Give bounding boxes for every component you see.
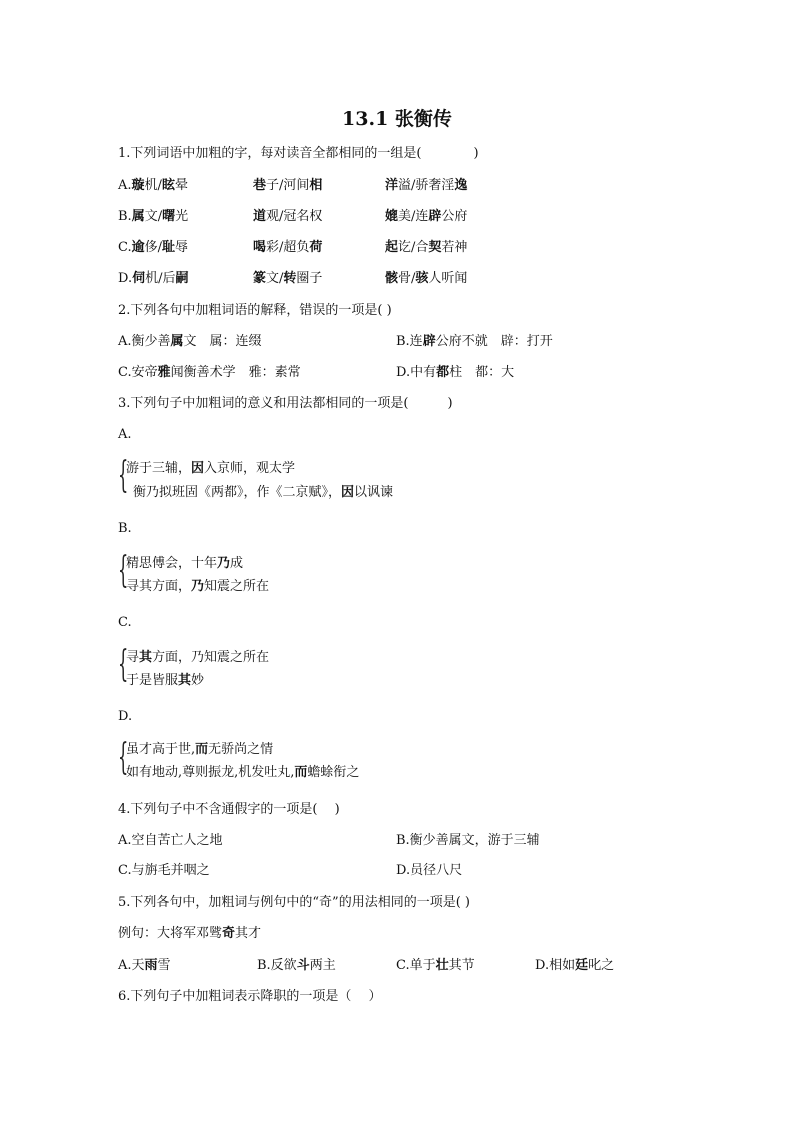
question-5-option-c: C.单于壮其节 xyxy=(396,958,475,973)
question-2-option-b: B.连辟公府不就 辟：打开 xyxy=(396,334,553,349)
option-c-line-2: 于是皆服其妙 xyxy=(126,673,205,688)
question-5-option-d: D.相如廷叱之 xyxy=(535,958,615,973)
question-3-stem: 3.下列句子中加粗词的意义和用法都相同的一项是( ) xyxy=(118,396,453,411)
question-1-stem: 1.下列词语中加粗的字，每对读音全都相同的一组是( ) xyxy=(118,146,479,161)
question-1-option-a-pair-2: 巷子/河间相 xyxy=(253,178,323,193)
option-a-line-1: 游于三辅，因入京师，观太学 xyxy=(126,461,296,476)
question-4-option-a: A.空自苦亡人之地 xyxy=(118,833,223,848)
question-2-option-d: D.中有都柱 都：大 xyxy=(396,365,515,380)
option-d-line-2: 如有地动,尊则振龙,机发吐丸,而蟾蜍衔之 xyxy=(126,765,360,780)
question-6-stem: 6.下列句子中加粗词表示降职的一项是（ ） xyxy=(118,989,382,1004)
question-1-option-b-pair-2: 道观/冠名权 xyxy=(253,209,323,224)
question-1-option-b-pair-3: 媲美/连辟公府 xyxy=(385,209,468,224)
question-4-option-d: D.员径八尺 xyxy=(396,863,463,878)
brace-icon: { xyxy=(118,644,129,685)
question-1-option-c-pair-1: C.逾侈/耻辱 xyxy=(118,240,189,255)
option-b-line-2: 寻其方面，乃知震之所在 xyxy=(126,579,270,594)
question-5-option-b: B.反欲斗两主 xyxy=(257,958,336,973)
question-5-stem: 5.下列各句中，加粗词与例句中的“奇”的用法相同的一项是( ) xyxy=(118,895,470,910)
question-4-option-c: C.与旃毛并咽之 xyxy=(118,863,210,878)
brace-icon: { xyxy=(118,550,129,591)
question-1-option-c-pair-3: 起讫/合契若神 xyxy=(385,240,468,255)
question-3-option-c-label: C. xyxy=(118,615,132,630)
question-1-option-d-pair-3: 骸骨/骇人听闻 xyxy=(385,271,468,286)
option-a-line-2: 衡乃拟班固《两都》，作《二京赋》，因以讽谏 xyxy=(133,485,394,500)
question-1-option-d-pair-2: 篆文/转圈子 xyxy=(253,271,323,286)
question-2-option-a: A.衡少善属文 属：连缀 xyxy=(118,334,262,349)
question-1-option-d-pair-1: D.伺机/后嗣 xyxy=(118,271,189,286)
question-3-option-d-label: D. xyxy=(118,709,133,724)
brace-icon: { xyxy=(118,737,129,778)
question-5-option-a: A.天雨雪 xyxy=(118,958,171,973)
question-1-option-a-pair-3: 洋溢/骄奢淫逸 xyxy=(385,178,468,193)
page-title: 13.1 张衡传 xyxy=(342,108,452,130)
question-3-option-b-label: B. xyxy=(118,521,132,536)
question-2-option-c: C.安帝雅闻衡善术学 雅：素常 xyxy=(118,365,301,380)
question-1-option-b-pair-1: B.属文/曙光 xyxy=(118,209,189,224)
question-4-stem: 4.下列句子中不含通假字的一项是( ) xyxy=(118,802,340,817)
brace-icon: { xyxy=(118,455,129,496)
option-d-line-1: 虽才高于世,而无骄尚之情 xyxy=(126,742,274,757)
question-2-stem: 2.下列各句中加粗词语的解释，错误的一项是( ) xyxy=(118,303,392,318)
question-3-option-a-label: A. xyxy=(118,427,132,442)
question-1-option-a-pair-1: A.璇机/眩晕 xyxy=(118,178,188,193)
option-b-line-1: 精思傅会，十年乃成 xyxy=(126,556,244,571)
option-c-line-1: 寻其方面，乃知震之所在 xyxy=(126,650,270,665)
question-1-option-c-pair-2: 喝彩/超负荷 xyxy=(253,240,323,255)
question-4-option-b: B.衡少善属文，游于三辅 xyxy=(396,833,540,848)
question-5-example: 例句：大将军邓骘奇其才 xyxy=(118,926,262,941)
